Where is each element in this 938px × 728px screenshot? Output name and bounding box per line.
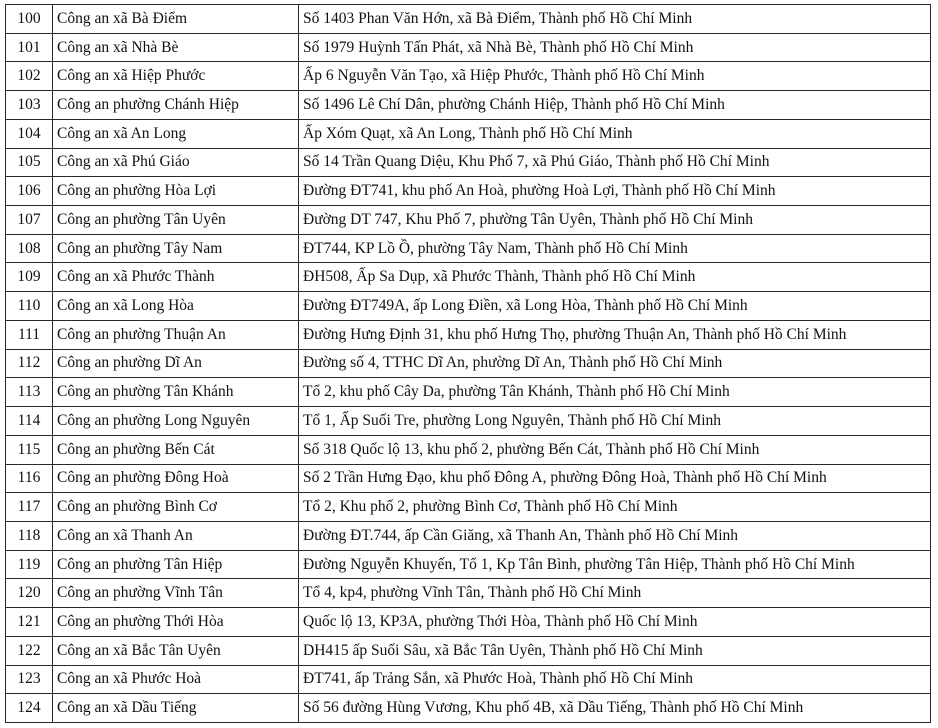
- table-row: [6, 435, 931, 464]
- row-number: 107: [6, 206, 53, 235]
- table-row: [6, 177, 931, 206]
- row-number: 102: [6, 62, 53, 91]
- station-address: Đường số 4, TTHC Dĩ An, phường Dĩ An, Thành phố Hồ Chí Minh: [299, 349, 931, 378]
- row-number: 100: [6, 5, 53, 34]
- row-number: 110: [6, 292, 53, 321]
- table-row: [6, 119, 931, 148]
- station-address: DH415 ấp Suối Sâu, xã Bắc Tân Uyên, Thành phố Hồ Chí Minh: [299, 636, 931, 665]
- row-number: 101: [6, 33, 53, 62]
- row-number: 105: [6, 148, 53, 177]
- station-address: Số 56 đường Hùng Vương, Khu phố 4B, xã Dầu Tiếng, Thành phố Hồ Chí Minh: [299, 694, 931, 723]
- station-name: Công an phường Thuận An: [53, 320, 299, 349]
- table-row: [6, 91, 931, 120]
- station-name: Công an phường Đông Hoà: [53, 464, 299, 493]
- station-address: Tổ 4, kp4, phường Vĩnh Tân, Thành phố Hồ Chí Minh: [299, 579, 931, 608]
- table-row: [6, 234, 931, 263]
- station-address: ĐT744, KP Lồ Ồ, phường Tây Nam, Thành phố Hồ Chí Minh: [299, 234, 931, 263]
- table-row: [6, 521, 931, 550]
- station-name: Công an xã An Long: [53, 119, 299, 148]
- station-name: Công an phường Hòa Lợi: [53, 177, 299, 206]
- station-name: Công an phường Thới Hòa: [53, 608, 299, 637]
- station-address: Ấp Xóm Quạt, xã An Long, Thành phố Hồ Chí Minh: [299, 119, 931, 148]
- station-address: Đường Nguyễn Khuyến, Tổ 1, Kp Tân Bình, phường Tân Hiệp, Thành phố Hồ Chí Minh: [299, 550, 931, 579]
- row-number: 124: [6, 694, 53, 723]
- row-number: 120: [6, 579, 53, 608]
- station-name: Công an phường Chánh Hiệp: [53, 91, 299, 120]
- table-body: [6, 5, 931, 723]
- station-name: Công an phường Tân Khánh: [53, 378, 299, 407]
- station-name: Công an xã Thanh An: [53, 521, 299, 550]
- row-number: 113: [6, 378, 53, 407]
- station-address: ĐT741, ấp Trảng Sắn, xã Phước Hoà, Thành phố Hồ Chí Minh: [299, 665, 931, 694]
- table-row: [6, 292, 931, 321]
- row-number: 106: [6, 177, 53, 206]
- station-address: Đường Hưng Định 31, khu phố Hưng Thọ, phường Thuận An, Thành phố Hồ Chí Minh: [299, 320, 931, 349]
- station-address: Đường ĐT.744, ấp Cần Giăng, xã Thanh An, Thành phố Hồ Chí Minh: [299, 521, 931, 550]
- row-number: 122: [6, 636, 53, 665]
- station-name: Công an phường Bến Cát: [53, 435, 299, 464]
- table-row: [6, 608, 931, 637]
- station-name: Công an xã Bắc Tân Uyên: [53, 636, 299, 665]
- table-row: [6, 5, 931, 34]
- row-number: 109: [6, 263, 53, 292]
- station-address: Số 14 Trần Quang Diệu, Khu Phố 7, xã Phú Giáo, Thành phố Hồ Chí Minh: [299, 148, 931, 177]
- row-number: 116: [6, 464, 53, 493]
- row-number: 118: [6, 521, 53, 550]
- station-address: Đường DT 747, Khu Phố 7, phường Tân Uyên, Thành phố Hồ Chí Minh: [299, 206, 931, 235]
- row-number: 121: [6, 608, 53, 637]
- row-number: 117: [6, 493, 53, 522]
- station-address: Số 1979 Huỳnh Tấn Phát, xã Nhà Bè, Thành phố Hồ Chí Minh: [299, 33, 931, 62]
- station-name: Công an phường Vĩnh Tân: [53, 579, 299, 608]
- row-number: 123: [6, 665, 53, 694]
- table-row: [6, 493, 931, 522]
- table-row: [6, 148, 931, 177]
- station-address: Số 2 Trần Hưng Đạo, khu phố Đông A, phường Đông Hoà, Thành phố Hồ Chí Minh: [299, 464, 931, 493]
- police-station-table: [5, 4, 931, 723]
- station-name: Công an xã Hiệp Phước: [53, 62, 299, 91]
- table-row: [6, 636, 931, 665]
- station-address: Đường ĐT741, khu phố An Hoà, phường Hoà Lợi, Thành phố Hồ Chí Minh: [299, 177, 931, 206]
- row-number: 111: [6, 320, 53, 349]
- table-row: [6, 263, 931, 292]
- table-row: [6, 464, 931, 493]
- row-number: 112: [6, 349, 53, 378]
- station-address: Số 1496 Lê Chí Dân, phường Chánh Hiệp, Thành phố Hồ Chí Minh: [299, 91, 931, 120]
- station-name: Công an xã Long Hòa: [53, 292, 299, 321]
- station-address: Tổ 2, Khu phố 2, phường Bình Cơ, Thành phố Hồ Chí Minh: [299, 493, 931, 522]
- station-name: Công an phường Long Nguyên: [53, 407, 299, 436]
- station-name: Công an phường Dĩ An: [53, 349, 299, 378]
- table-row: [6, 694, 931, 723]
- row-number: 115: [6, 435, 53, 464]
- station-address: Ấp 6 Nguyễn Văn Tạo, xã Hiệp Phước, Thành phố Hồ Chí Minh: [299, 62, 931, 91]
- station-address: Tổ 1, Ấp Suối Tre, phường Long Nguyên, Thành phố Hồ Chí Minh: [299, 407, 931, 436]
- station-name: Công an xã Phước Hoà: [53, 665, 299, 694]
- row-number: 114: [6, 407, 53, 436]
- station-address: Số 318 Quốc lộ 13, khu phố 2, phường Bến Cát, Thành phố Hồ Chí Minh: [299, 435, 931, 464]
- table-row: [6, 550, 931, 579]
- station-address: Đường ĐT749A, ấp Long Điền, xã Long Hòa, Thành phố Hồ Chí Minh: [299, 292, 931, 321]
- station-address: Tổ 2, khu phố Cây Da, phường Tân Khánh, Thành phố Hồ Chí Minh: [299, 378, 931, 407]
- table-row: [6, 206, 931, 235]
- row-number: 119: [6, 550, 53, 579]
- station-address: Số 1403 Phan Văn Hớn, xã Bà Điểm, Thành phố Hồ Chí Minh: [299, 5, 931, 34]
- table-row: [6, 579, 931, 608]
- table-row: [6, 407, 931, 436]
- station-name: Công an xã Dầu Tiếng: [53, 694, 299, 723]
- station-name: Công an phường Tân Hiệp: [53, 550, 299, 579]
- row-number: 108: [6, 234, 53, 263]
- row-number: 104: [6, 119, 53, 148]
- table-row: [6, 378, 931, 407]
- row-number: 103: [6, 91, 53, 120]
- station-name: Công an xã Nhà Bè: [53, 33, 299, 62]
- table-row: [6, 349, 931, 378]
- station-name: Công an xã Phước Thành: [53, 263, 299, 292]
- station-name: Công an phường Tân Uyên: [53, 206, 299, 235]
- table-row: [6, 62, 931, 91]
- station-address: Quốc lộ 13, KP3A, phường Thới Hòa, Thành phố Hồ Chí Minh: [299, 608, 931, 637]
- table-row: [6, 320, 931, 349]
- station-name: Công an xã Phú Giáo: [53, 148, 299, 177]
- table-row: [6, 33, 931, 62]
- station-name: Công an phường Bình Cơ: [53, 493, 299, 522]
- table-row: [6, 665, 931, 694]
- station-name: Công an phường Tây Nam: [53, 234, 299, 263]
- station-address: ĐH508, Ấp Sa Dụp, xã Phước Thành, Thành phố Hồ Chí Minh: [299, 263, 931, 292]
- station-name: Công an xã Bà Điểm: [53, 5, 299, 34]
